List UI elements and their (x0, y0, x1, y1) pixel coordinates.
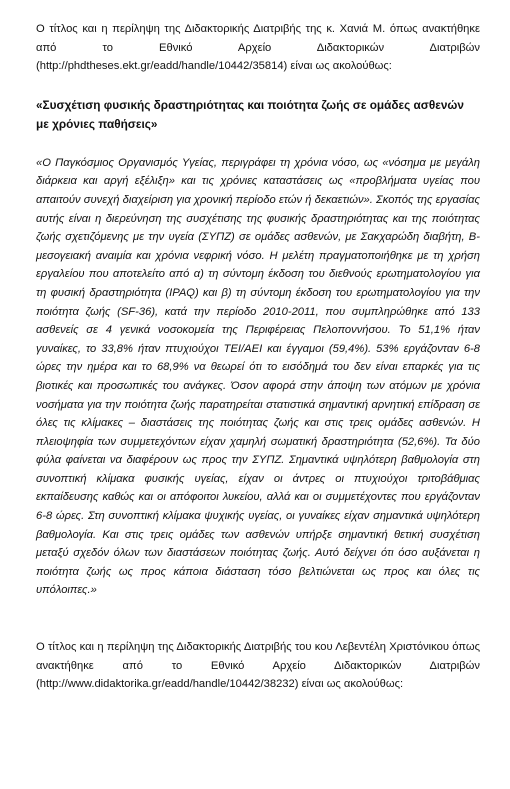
thesis-title: «Συσχέτιση φυσικής δραστηριότητας και ποιότητα ζωής σε ομάδες ασθενών με χρόνιες παθήσεις» (36, 97, 464, 131)
document-page (36, 20, 480, 694)
intro-paragraph-1: Ο τίτλος και η περίληψη της Διδακτορικής Διατριβής της κ. Χανιά Μ. όπως ανακτήθηκε από το Εθνικό Αρχείο Διδακτορικών Διατριβών (http://phdtheses.ekt.gr/eadd/handle/10442/35814) είναι ως ακολούθως: (36, 23, 480, 73)
intro-paragraph-2: Ο τίτλος και η περίληψη της Διδακτορικής Διατριβής του κου Λεβεντέλη Χριστόνικου όπως ανακτήθηκε από το Εθνικό Αρχείο Διδακτορικών Διατριβών (http://www.didaktorika.gr/eadd/handle/10442/38232) είναι ως ακολούθως: (36, 641, 480, 691)
thesis-abstract: «Ο Παγκόσμιος Οργανισμός Υγείας, περιγράφει τη χρόνια νόσο, ως «νόσημα με μεγάλη διάρκεια και αργή εξέλιξη» και τις χρόνιες καταστάσεις ως «προβλήματα υγείας που απαιτούν συνεχή διαχείριση για χρονική περίοδο ετών ή δεκαετιών». Σκοπός της εργασίας αυτής είναι η διερεύνηση της συσχέτισης της φυσικής δραστηριότητας και της ποιότητας ζωής σχετιζόμενης με την υγεία (ΣΥΠΖ) σε ομάδες ασθενών, με Σακχαρώδη διαβήτη, Β-μεσογειακή αναιμία και χρόνια νεφρική νόσο. Η μελέτη πραγματοποιήθηκε με τη χρήση εργαλείου που αποτελείτο από α) τη σύντομη έκδοση του διεθνούς ερωτηματολογίου για τη φυσική δραστηριότητα (IPAQ) και β) τη σύντομη έκδοση του ερωτηματολογίου για την ποιότητα ζωής (SF-36), κατά την περίοδο 2010-2011, που συμπληρώθηκε από 133 ασθενείς σε 4 γενικά νοσοκομεία της Περιφέρειας Πελοποννήσου. Το 51,1% ήταν γυναίκες, το 33,8% ήταν πτυχιούχοι ΤΕΙ/ΑΕΙ και έγγαμοι (59,4%). 53% εργάζονταν 6-8 ώρες την ημέρα και το 68,9% να θεωρεί ότι το εισόδημά του δεν είναι επαρκές για τις βιοτικές και προσωπικές του ανάγκες. Όσον αφορά στην άποψη των ατόμων με χρόνια νοσήματα για την ποιότητα ζωής παρατηρείται στατιστικά σημαντική αρνητική επίδραση σε όλες τις κλίμακες – διαστάσεις της ποιότητας ζωής και στις τρεις ομάδες ασθενών. Η πλειοψηφία των συμμετεχόντων είχαν χαμηλή σωματική δραστηριότητα (52,6%). Τα δύο φύλα φαίνεται να διαφέρουν ως προς την ΣΥΠΖ. Σημαντικά υψηλότερη βαθμολογία στη συνοπτική κλίμακα φυσικής υγείας, είχαν οι άντρες οι πτυχιούχοι τριτοβάθμιας εκπαίδευσης καθώς και οι απόφοιτοι λυκείου, αλλά και οι συμμετέχοντες που εργάζονταν 6-8 ώρες. Στη συνοπτική κλίμακα ψυχικής υγείας, οι γυναίκες είχαν σημαντικά υψηλότερη βαθμολογία. Και στις τρεις ομάδες των ασθενών υπήρξε σημαντική θετική συσχέτιση μεταξύ σχεδόν όλων των διαστάσεων ποιότητας ζωής. Αυτό δείχνει ότι όσο αυξάνεται η ποιότητα ζωής ως προς κάποια διάσταση τόσο βελτιώνεται ως προς και όλες τις υπόλοιπες.» (36, 156, 480, 597)
